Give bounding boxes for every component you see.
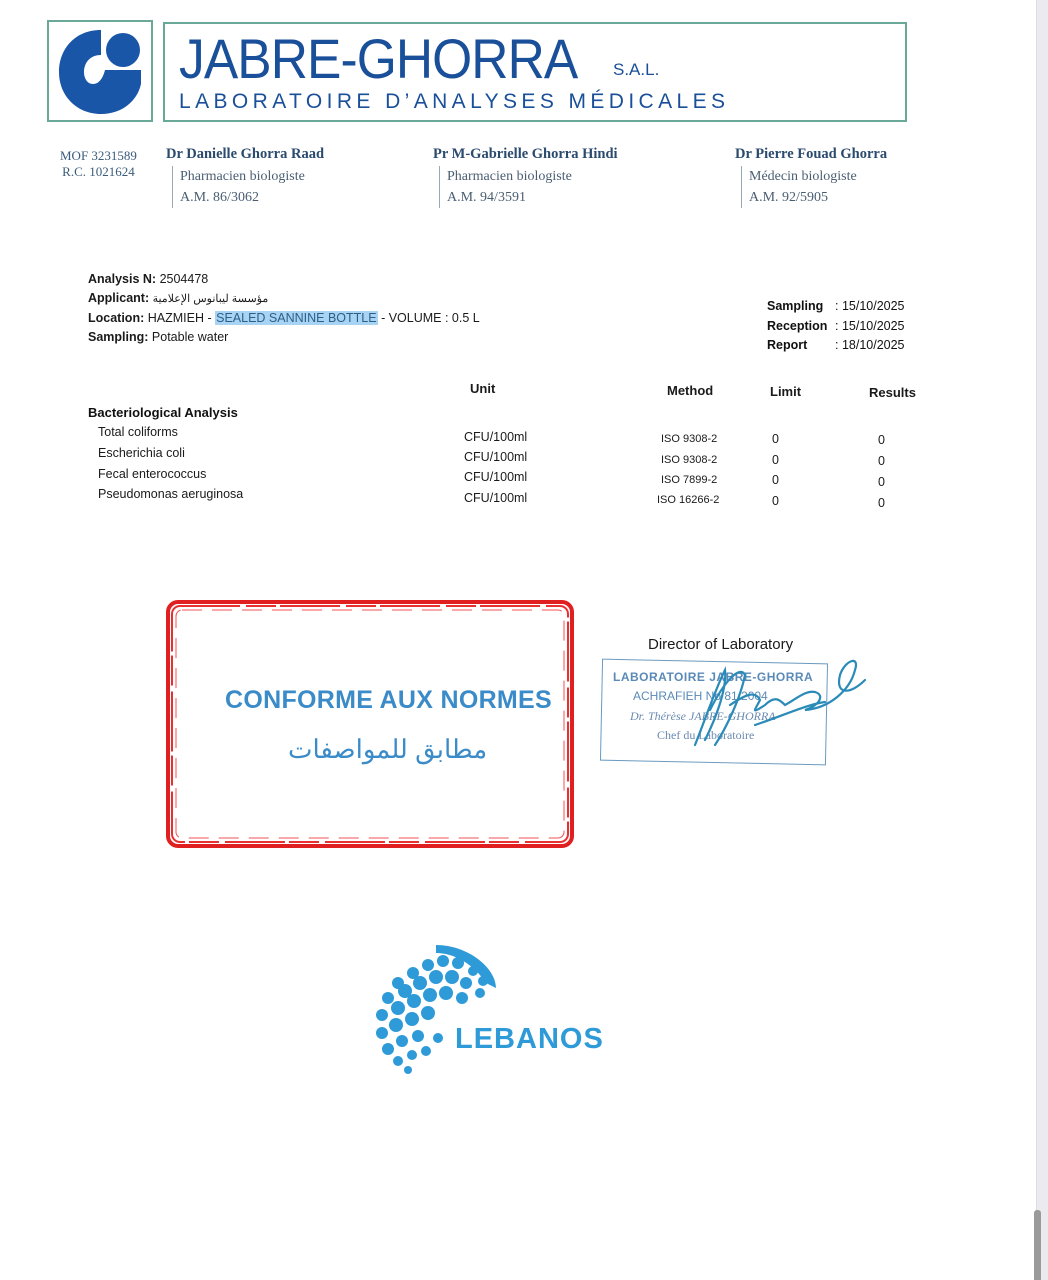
test-limit: 0 [772, 453, 779, 467]
analysis-number-row: Analysis N: 2504478 [88, 272, 209, 286]
rc-number: R.C. 1021624 [62, 164, 135, 179]
doctor-2 [433, 146, 618, 208]
mof-number: MOF 3231589 [60, 148, 137, 163]
applicant-row: Applicant: مؤسسة ليبانوس الإعلامية [88, 291, 269, 305]
sampling-date-row: Sampling : 15/10/2025 [767, 299, 905, 313]
test-unit: CFU/100ml [464, 450, 528, 464]
test-name: Fecal enterococcus [98, 467, 207, 481]
test-method: ISO 9308-2 [661, 433, 718, 445]
test-unit: CFU/100ml [464, 491, 528, 505]
location-row: Location: HAZMIEH - SEALED SANNINE BOTTLE - VOLUME : 0.5 L [88, 311, 480, 325]
doctor-role: Pharmacien biologiste [180, 169, 305, 184]
lab-logo [47, 20, 153, 122]
doctor-am: A.M. 92/5905 [749, 190, 828, 205]
test-method: ISO 9308-2 [661, 454, 718, 466]
doctor-role: Médecin biologiste [749, 169, 857, 184]
test-name: Escherichia coli [98, 446, 185, 460]
test-result: 0 [878, 454, 885, 468]
doctor-name: Pr M-Gabrielle Ghorra Hindi [433, 146, 618, 162]
company-subtitle: LABORATOIRE D’ANALYSES MÉDICALES [179, 90, 730, 113]
lab-stamp-line3: Dr. Thérèse JABRE-GHORRA [630, 709, 776, 723]
section-bacteriological: Bacteriological Analysis [88, 405, 238, 420]
lab-stamp-line1: LABORATOIRE JABRE-GHORRA [613, 670, 814, 684]
doctor-name: Dr Pierre Fouad Ghorra [735, 146, 888, 162]
header-unit: Unit [470, 381, 496, 396]
header-method: Method [667, 383, 714, 398]
lab-title-box [163, 22, 907, 122]
signature-icon [655, 650, 870, 755]
reception-date-row: Reception : 15/10/2025 [767, 318, 905, 333]
doctor-name: Dr Danielle Ghorra Raad [166, 146, 325, 162]
analysis-number: 2504478 [159, 272, 209, 286]
scrollbar-thumb[interactable] [1034, 1210, 1041, 1280]
doctor-3 [735, 146, 887, 208]
test-unit: CFU/100ml [464, 470, 528, 484]
test-unit: CFU/100ml [464, 430, 528, 444]
test-name: Total coliforms [98, 425, 178, 439]
jg-logo-icon [49, 22, 151, 120]
test-result: 0 [878, 496, 885, 510]
conformity-text-ar: مطابق للمواصفات [288, 734, 488, 764]
header-results: Results [869, 385, 916, 400]
viewer-gutter [1036, 0, 1048, 1280]
report-date-row: Report : 18/10/2025 [767, 338, 905, 352]
company-name: JABRE-GHORRA [179, 27, 578, 90]
test-method: ISO 16266-2 [657, 494, 720, 506]
hexagon-globe-icon [368, 943, 503, 1078]
test-limit: 0 [772, 432, 779, 446]
header-limit: Limit [770, 384, 802, 399]
lebanos-logo-text: LEBANOS [455, 1023, 604, 1055]
conformity-stamp-border [164, 598, 576, 850]
lab-stamp-line4: Chef du Laboratoire [657, 728, 755, 742]
test-name: Pseudomonas aeruginosa [98, 487, 244, 501]
applicant-name: مؤسسة ليبانوس الإعلامية [152, 293, 269, 305]
registration-info [60, 148, 137, 180]
doctor-role: Pharmacien biologiste [447, 169, 572, 184]
test-result: 0 [878, 475, 885, 489]
test-limit: 0 [772, 473, 779, 487]
test-method: ISO 7899-2 [661, 474, 718, 486]
test-result: 0 [878, 433, 885, 447]
highlighted-selection[interactable]: SEALED SANNINE BOTTLE [216, 311, 377, 325]
doctor-am: A.M. 94/3591 [447, 190, 526, 205]
director-title: Director of Laboratory [648, 636, 794, 653]
company-suffix: S.A.L. [613, 60, 660, 79]
sample-type: Potable water [151, 330, 229, 344]
analysis-info [88, 270, 480, 347]
conformity-text-fr: CONFORME AUX NORMES [225, 686, 553, 714]
doctor-1 [166, 146, 324, 208]
lab-stamp-line2: ACHRAFIEH No 81/2004 [633, 689, 768, 703]
test-limit: 0 [772, 494, 779, 508]
dates-block [767, 297, 905, 356]
sampling-row: Sampling: Potable water [88, 330, 229, 344]
doctor-am: A.M. 86/3062 [180, 190, 259, 205]
